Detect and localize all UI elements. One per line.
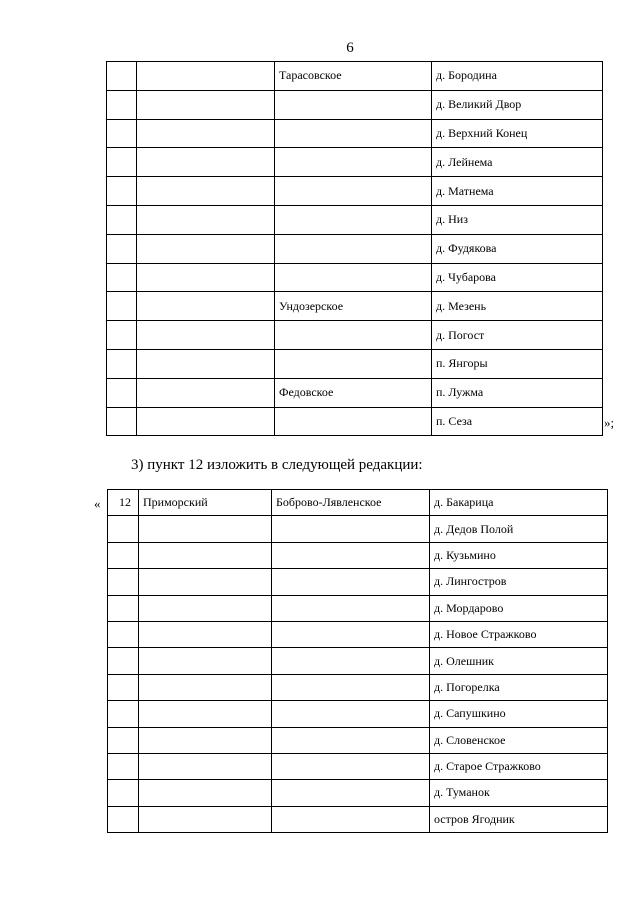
settlement-cell: Боброво-Лявленское <box>272 490 430 516</box>
number-cell <box>108 753 139 779</box>
settlement-cell <box>275 321 432 350</box>
settlement-cell: Федовское <box>275 378 432 407</box>
number-cell: 12 <box>108 490 139 516</box>
table-row <box>108 753 608 779</box>
district-cell <box>137 205 275 234</box>
locality-cell: д. Кузьмино <box>430 542 608 568</box>
number-cell <box>107 177 137 206</box>
locality-cell: д. Олешник <box>430 648 608 674</box>
number-cell <box>107 205 137 234</box>
table-row <box>107 119 603 148</box>
locality-cell: д. Бородина <box>432 62 603 91</box>
district-cell <box>139 753 272 779</box>
settlement-cell <box>272 516 430 542</box>
locality-cell: д. Дедов Полой <box>430 516 608 542</box>
district-cell <box>137 177 275 206</box>
locality-cell: п. Лужма <box>432 378 603 407</box>
district-cell <box>137 119 275 148</box>
district-cell <box>137 263 275 292</box>
number-cell <box>108 806 139 832</box>
settlement-cell <box>275 263 432 292</box>
district-cell <box>139 595 272 621</box>
number-cell <box>108 516 139 542</box>
district-cell <box>137 148 275 177</box>
locality-cell: д. Сапушкино <box>430 701 608 727</box>
table-row <box>107 90 603 119</box>
settlement-cell <box>275 407 432 436</box>
number-cell <box>107 292 137 321</box>
district-cell <box>139 648 272 674</box>
number-cell <box>108 542 139 568</box>
district-cell <box>139 701 272 727</box>
table-row <box>107 292 603 321</box>
settlement-cell <box>272 621 430 647</box>
locality-cell: д. Матнема <box>432 177 603 206</box>
amendment-instruction: 3) пункт 12 изложить в следующей редакции: <box>131 457 423 473</box>
locality-cell: д. Верхний Конец <box>432 119 603 148</box>
number-cell <box>107 234 137 263</box>
table-row <box>107 407 603 436</box>
table-row <box>107 378 603 407</box>
settlement-cell <box>275 349 432 378</box>
number-cell <box>107 378 137 407</box>
settlement-cell <box>275 234 432 263</box>
table-row <box>107 177 603 206</box>
table-row <box>107 62 603 91</box>
number-cell <box>107 321 137 350</box>
locality-cell: д. Лейнема <box>432 148 603 177</box>
settlement-cell <box>272 674 430 700</box>
number-cell <box>108 780 139 806</box>
district-cell <box>139 516 272 542</box>
district-cell <box>137 407 275 436</box>
number-cell <box>107 90 137 119</box>
settlement-cell <box>275 177 432 206</box>
locality-cell: д. Погост <box>432 321 603 350</box>
locality-cell: д. Фудякова <box>432 234 603 263</box>
settlement-cell: Ундозерское <box>275 292 432 321</box>
locality-cell: д. Низ <box>432 205 603 234</box>
number-cell <box>108 569 139 595</box>
locality-cell: д. Туманок <box>430 780 608 806</box>
settlement-cell <box>275 205 432 234</box>
district-cell <box>137 321 275 350</box>
table-row <box>107 321 603 350</box>
settlement-cell <box>272 701 430 727</box>
table-row <box>108 701 608 727</box>
district-cell <box>139 542 272 568</box>
number-cell <box>108 595 139 621</box>
table-row <box>108 569 608 595</box>
number-cell <box>107 62 137 91</box>
settlements-table-continued <box>106 61 603 436</box>
district-cell <box>139 806 272 832</box>
locality-cell: д. Старое Стражково <box>430 753 608 779</box>
table-row <box>108 490 608 516</box>
settlement-cell <box>275 148 432 177</box>
settlement-cell <box>272 753 430 779</box>
locality-cell: д. Погорелка <box>430 674 608 700</box>
locality-cell: д. Лингостров <box>430 569 608 595</box>
settlement-cell <box>272 542 430 568</box>
table-row <box>108 780 608 806</box>
locality-cell: п. Сеза <box>432 407 603 436</box>
number-cell <box>108 674 139 700</box>
table-row <box>108 674 608 700</box>
table-row <box>108 516 608 542</box>
table-row <box>108 621 608 647</box>
settlement-cell <box>272 569 430 595</box>
district-cell <box>139 727 272 753</box>
number-cell <box>107 263 137 292</box>
district-cell <box>137 234 275 263</box>
table-row <box>108 595 608 621</box>
number-cell <box>107 349 137 378</box>
table-row <box>107 234 603 263</box>
district-cell <box>139 569 272 595</box>
settlement-cell <box>272 595 430 621</box>
locality-cell: д. Бакарица <box>430 490 608 516</box>
settlement-cell: Тарасовское <box>275 62 432 91</box>
table-row <box>108 648 608 674</box>
district-cell <box>137 349 275 378</box>
settlement-cell <box>275 119 432 148</box>
locality-cell: д. Чубарова <box>432 263 603 292</box>
page-number: 6 <box>346 40 354 56</box>
district-cell <box>137 62 275 91</box>
settlement-cell <box>275 90 432 119</box>
number-cell <box>108 621 139 647</box>
locality-cell: д. Мезень <box>432 292 603 321</box>
table-row <box>107 349 603 378</box>
district-cell <box>139 621 272 647</box>
locality-cell: п. Янгоры <box>432 349 603 378</box>
district-cell <box>137 90 275 119</box>
table-row <box>107 205 603 234</box>
table-row <box>108 542 608 568</box>
item-12-table <box>107 489 608 833</box>
locality-cell: д. Великий Двор <box>432 90 603 119</box>
closing-quote-mark: »; <box>604 415 615 430</box>
locality-cell: д. Мордарово <box>430 595 608 621</box>
number-cell <box>107 407 137 436</box>
settlement-cell <box>272 727 430 753</box>
district-cell <box>137 292 275 321</box>
table-row <box>108 727 608 753</box>
district-cell <box>139 674 272 700</box>
locality-cell: остров Ягодник <box>430 806 608 832</box>
number-cell <box>108 701 139 727</box>
locality-cell: д. Новое Стражково <box>430 621 608 647</box>
settlement-cell <box>272 648 430 674</box>
table-row <box>107 263 603 292</box>
locality-cell: д. Словенское <box>430 727 608 753</box>
district-cell <box>137 378 275 407</box>
table-row <box>108 806 608 832</box>
number-cell <box>108 648 139 674</box>
district-cell: Приморский <box>139 490 272 516</box>
settlement-cell <box>272 806 430 832</box>
table-row <box>107 148 603 177</box>
opening-quote-mark: « <box>94 496 101 511</box>
district-cell <box>139 780 272 806</box>
settlement-cell <box>272 780 430 806</box>
number-cell <box>108 727 139 753</box>
number-cell <box>107 119 137 148</box>
number-cell <box>107 148 137 177</box>
